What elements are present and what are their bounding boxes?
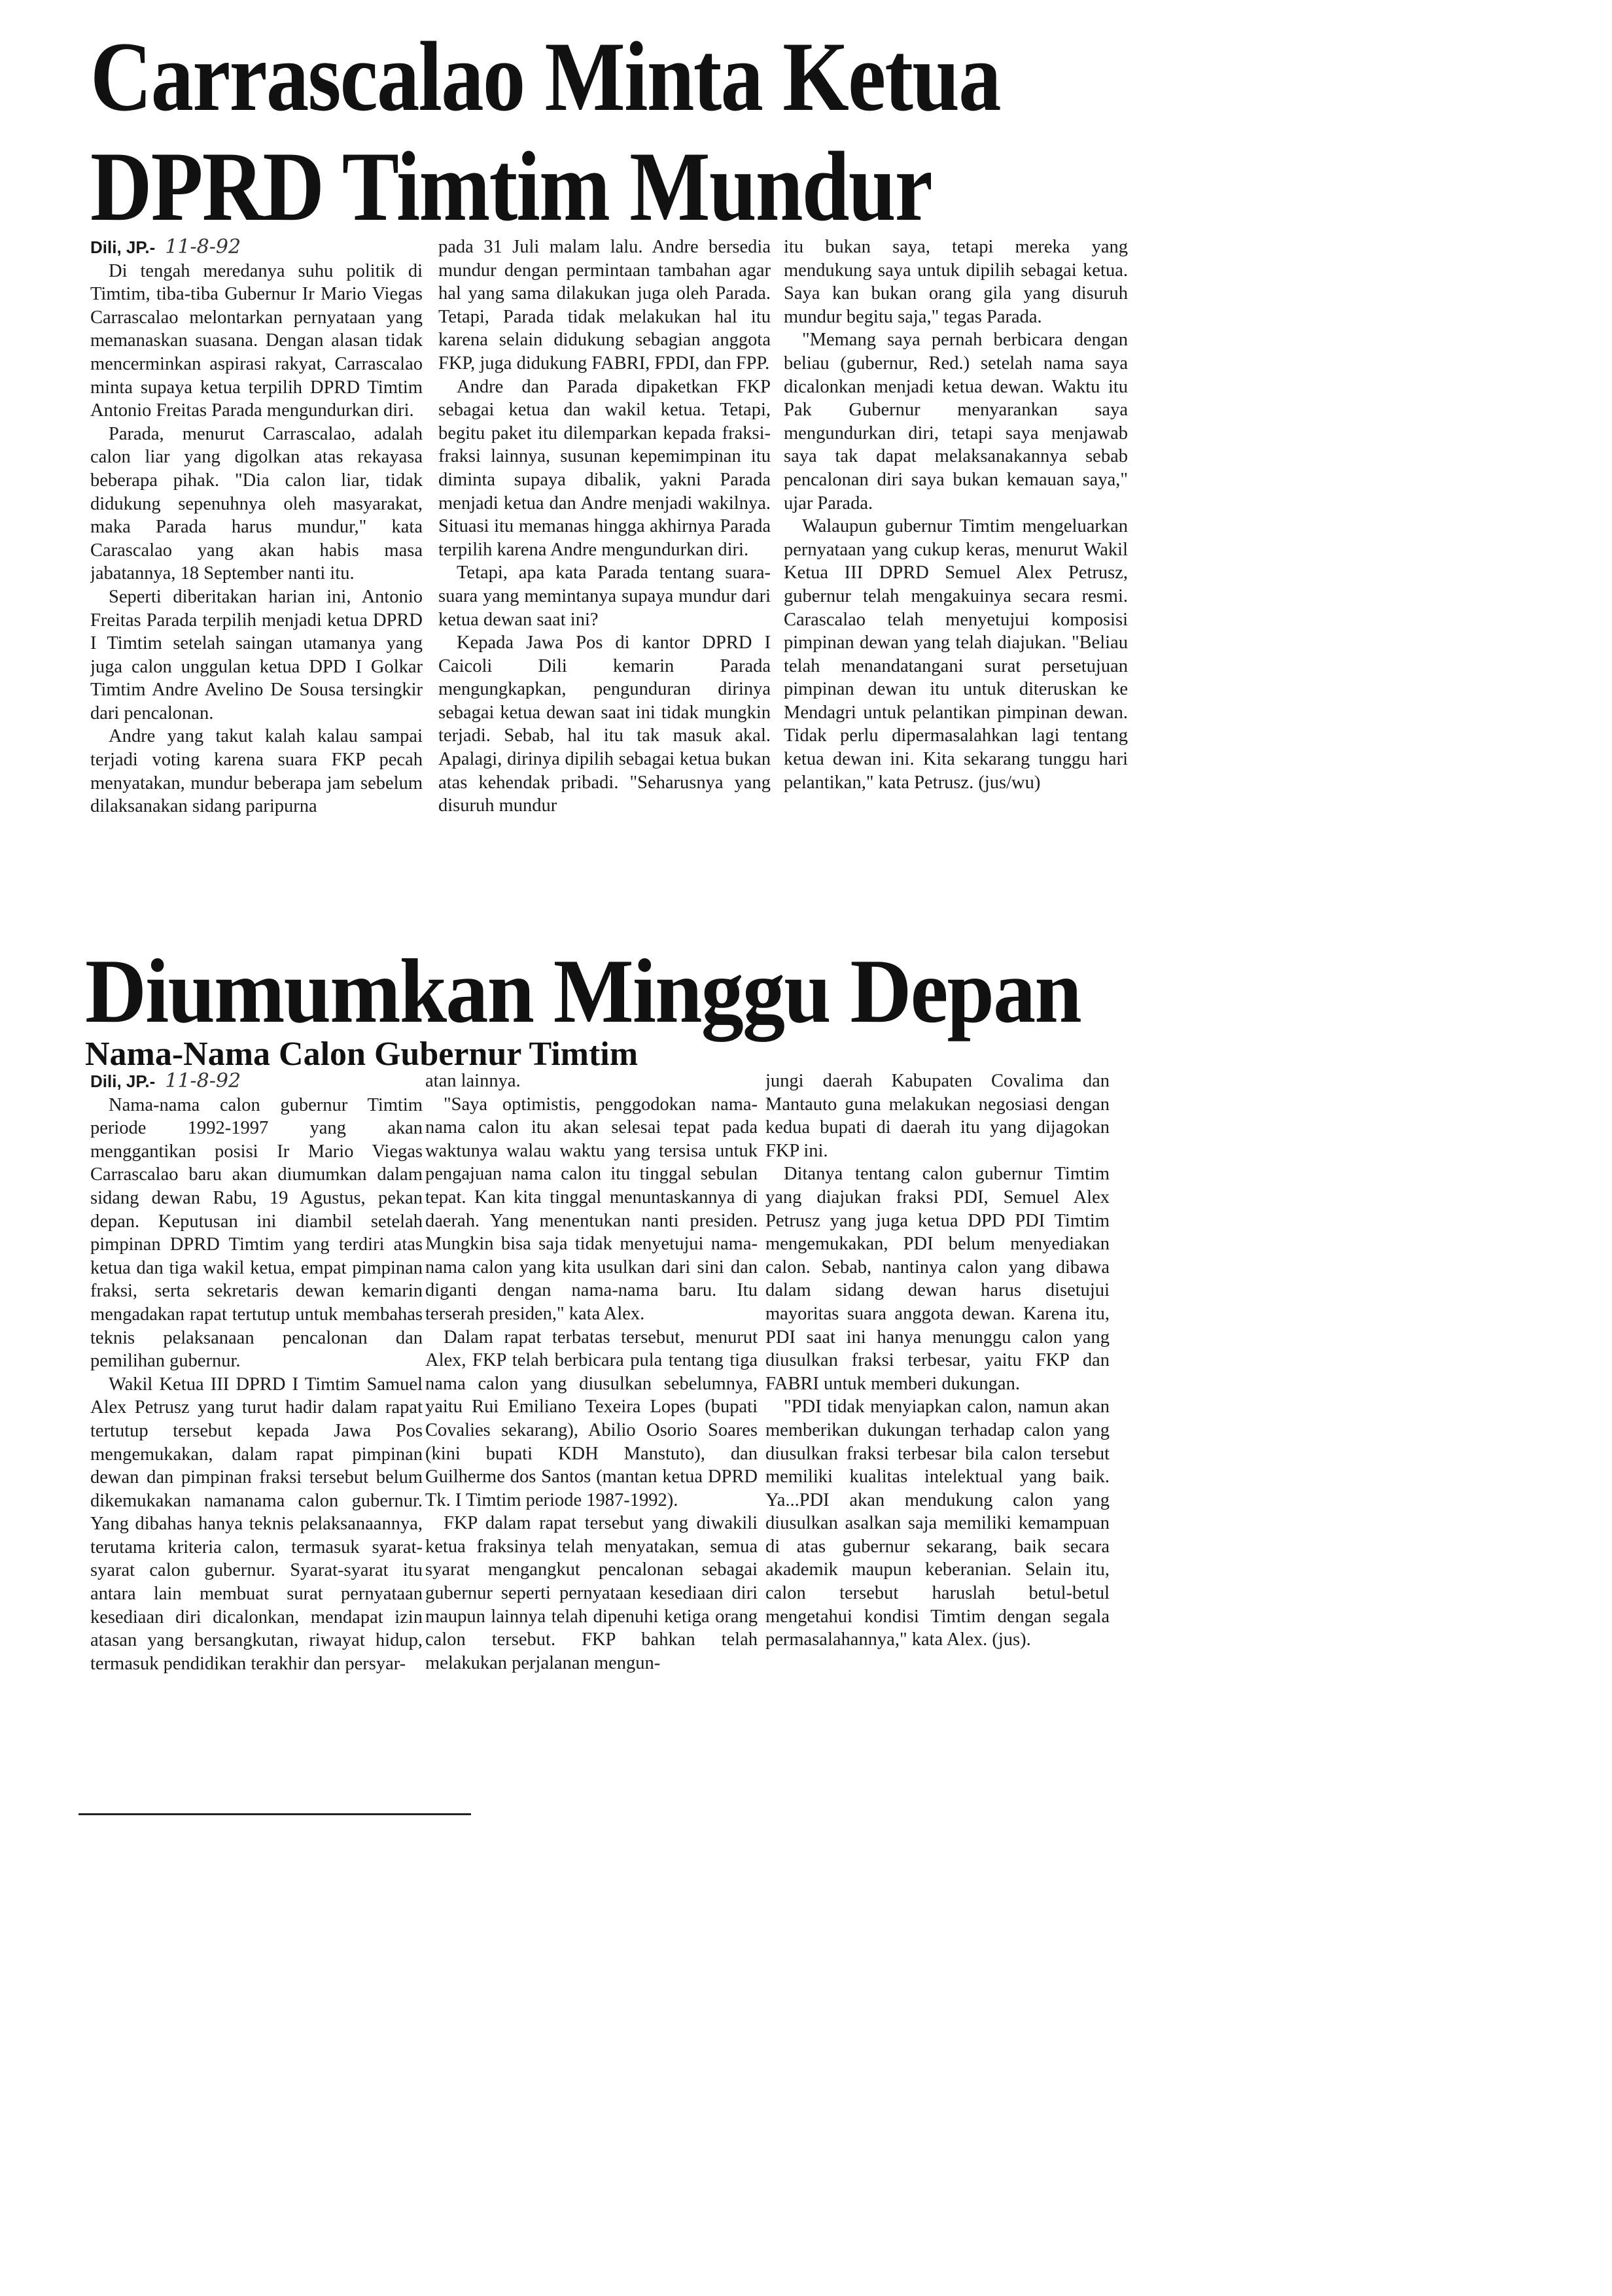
paragraph: "Memang saya pernah berbicara dengan beliau (gubernur, Red.) setelah nama saya dicalonkan menjadi ketua dewan. Waktu itu Pak Gubernur menyarankan saya mengundurkan diri, tetapi saya menjawab saya tak dapat melaksanakannya sebab pencalonan diri saya bukan kemauan saya," ujar Parada. bbox=[784, 330, 1128, 513]
paragraph: Kepada Jawa Pos di kantor DPRD I Caicoli Dili kemarin Parada mengungkapkan, pengunduran dirinya sebagai ketua dewan saat ini tidak mungkin terjadi. Sebab, hal itu tak masuk akal. Apalagi, dirinya dipilih sebagai ketua bukan atas kehendak pribadi. "Seharusnya yang disuruh mundur bbox=[438, 633, 771, 816]
article2-dateline: Dili, JP.- bbox=[90, 1071, 156, 1091]
paragraph: pada 31 Juli malam lalu. Andre bersedia mundur dengan permintaan tambahan agar hal yang sama dilakukan juga oleh Parada. Tetapi, Parada tidak melakukan hal itu karena selain didukung sebagian anggota FKP, juga didukung FABRI, FPDI, dan FPP. bbox=[438, 237, 771, 374]
article1-dateline-row bbox=[90, 235, 423, 260]
article1-dateline: Dili, JP.- bbox=[90, 237, 156, 257]
paragraph: "Saya optimistis, penggodokan nama-nama calon itu akan selesai tepat pada waktunya walau waktu yang tersisa untuk pengajuan nama calon itu tinggal sebulan tepat. Kan kita tinggal menuntaskannya di daerah. Yang menentukan nanti presiden. Mungkin bisa saja tidak menyetujui nama-nama calon yang kita usulkan dari sini dan diganti dengan nama-nama baru. Itu terserah presiden," kata Alex. bbox=[425, 1094, 758, 1324]
paragraph: Walaupun gubernur Timtim mengeluarkan pernyataan yang cukup keras, menurut Wakil Ketua III DPRD Semuel Alex Petrusz, gubernur telah mengakuinya secara resmi. Carascalao telah menyetujui komposisi pimpinan dewan yang telah diajukan. "Beliau telah menandatangani surat persetujuan pimpinan dewan itu untuk diteruskan ke Mendagri untuk pelantikan pimpinan dewan. Tidak perlu dipermasalahkan lagi tentang ketua dewan ini. Kita sekarang tunggu hari pelantikan," kata Petrusz. (jus/wu) bbox=[784, 516, 1128, 793]
paragraph: Nama-nama calon gubernur Timtim periode 1992-1997 yang akan menggantikan posisi Ir Mario Viegas Carrascalao baru akan diumumkan dalam sidang dewan Rabu, 19 Agustus, pekan depan. Keputusan ini diambil setelah pimpinan DPRD Timtim yang terdiri atas ketua dan tiga wakil ketua, empat pimpinan fraksi, serta sekretaris dewan kemarin mengadakan rapat tertutup untuk membahas teknis pelaksanaan pencalonan dan pemilihan gubernur. bbox=[90, 1094, 423, 1372]
article2-subheadline: Nama-Nama Calon Gubernur Timtim bbox=[85, 1035, 639, 1073]
paragraph: Ditanya tentang calon gubernur Timtim yang diajukan fraksi PDI, Semuel Alex Petrusz yang juga ketua DPD PDI Timtim mengemukakan, PDI belum menyediakan calon. Sebab, nantinya calon yang dibawa dalam sidang dewan harus disetujui mayoritas suara anggota dewan. Karena itu, PDI saat ini hanya menunggu calon yang diusulkan fraksi terbesar, yaitu FKP dan FABRI untuk memberi dukungan. bbox=[765, 1164, 1110, 1394]
article2-dateline-row bbox=[90, 1070, 423, 1094]
article2-column-1 bbox=[90, 1070, 423, 1809]
paragraph: Dalam rapat terbatas tersebut, menurut Alex, FKP telah berbicara pula tentang tiga nama calon yang diusulkan sebelumnya, yaitu Rui Emiliano Texeira Lopes (bupati Covalies sekarang), Abilio Osorio Soares (kini bupati KDH Manstuto), dan Guilherme dos Santos (mantan ketua DPRD Tk. I Timtim periode 1987-1992). bbox=[425, 1327, 758, 1510]
paragraph: Di tengah meredanya suhu politik di Timtim, tiba-tiba Gubernur Ir Mario Viegas Carrascalao melontarkan pernyataan yang memanaskan suasana. Dengan alasan tidak mencerminkan aspirasi rakyat, Carrascalao minta supaya ketua terpilih DPRD Timtim Antonio Freitas Parada mengundurkan diri. bbox=[90, 260, 423, 421]
article1-headline-line2: DPRD Timtim Mundur bbox=[90, 131, 932, 241]
article1-column-2 bbox=[438, 235, 771, 941]
paragraph: itu bukan saya, tetapi mereka yang mendukung saya untuk dipilih sebagai ketua. Saya kan bukan orang gila yang disuruh mundur begitu saja," tegas Parada. bbox=[784, 237, 1128, 327]
article1-handwritten-date: 11-8-92 bbox=[165, 235, 241, 258]
paragraph: Andre yang takut kalah kalau sampai terjadi voting karena suara FKP pecah menyatakan, mundur beberapa jam sebelum dilaksanakan sidang paripurna bbox=[90, 726, 423, 817]
article2-column-2 bbox=[425, 1070, 758, 1809]
article1-column-3 bbox=[784, 235, 1128, 941]
article1-column-1 bbox=[90, 235, 423, 941]
article2-handwritten-date: 11-8-92 bbox=[165, 1070, 241, 1092]
article2-column-3 bbox=[765, 1070, 1110, 1809]
paragraph: Andre dan Parada dipaketkan FKP sebagai ketua dan wakil ketua. Tetapi, begitu paket itu dilemparkan kepada fraksi-fraksi lainnya, susunan kepemimpinan itu diminta supaya dibalik, yakni Parada menjadi ketua dan Andre menjadi wakilnya. Situasi itu memanas hingga akhirnya Parada terpilih karena Andre mengundurkan diri. bbox=[438, 376, 771, 560]
paragraph: Seperti diberitakan harian ini, Antonio Freitas Parada terpilih menjadi ketua DPRD I Timtim setelah saingan utamanya yang juga calon unggulan ketua DPD I Golkar Timtim Andre Avelino De Sousa tersingkir dari pencalonan. bbox=[90, 586, 423, 723]
paragraph: "PDI tidak menyiapkan calon, namun akan memberikan dukungan terhadap calon yang diusulkan fraksi terbesar bila calon tersebut memiliki kualitas intelektual yang baik. Ya...PDI akan mendukung calon yang diusulkan asalkan saja memiliki kemampuan di atas gubernur sekarang, baik secara akademik maupun keberanian. Selain itu, calon tersebut haruslah betul-betul mengetahui kondisi Timtim dengan segala permasalahannya," kata Alex. (jus). bbox=[765, 1397, 1110, 1650]
paragraph: atan lainnya. bbox=[425, 1071, 521, 1091]
paragraph: Parada, menurut Carrascalao, adalah calon liar yang digolkan atas rekayasa beberapa pihak. "Dia calon liar, tidak didukung sepenuhnya oleh masyarakat, maka Parada harus mundur," kata Carascalao yang akan habis masa jabatannya, 18 September nanti itu. bbox=[90, 423, 423, 584]
paragraph: FKP dalam rapat tersebut yang diwakili ketua fraksinya telah menyatakan, semua syarat mengangkut pencalonan sebagai gubernur seperti pernyataan kesediaan diri maupun lainnya telah dipenuhi ketiga orang calon tersebut. FKP bahkan telah melakukan perjalanan mengun- bbox=[425, 1513, 758, 1673]
bottom-rule bbox=[79, 1813, 471, 1815]
paragraph: Wakil Ketua III DPRD I Timtim Samuel Alex Petrusz yang turut hadir dalam rapat tertutup tersebut kepada Jawa Pos mengemukakan, dalam rapat pimpinan dewan dan pimpinan fraksi tersebut belum dikemukakan namanama calon gubernur. Yang dibahas hanya teknis pelaksanaannya, terutama kriteria calon, termasuk syarat-syarat calon gubernur. Syarat-syarat itu antara lain membuat surat pernyataan kesediaan diri dicalonkan, mendapat izin atasan yang bersangkutan, riwayat hidup, termasuk pendidikan terakhir dan persyar- bbox=[90, 1374, 423, 1674]
paragraph: Tetapi, apa kata Parada tentang suara-suara yang memintanya supaya mundur dari ketua dewan saat ini? bbox=[438, 563, 771, 630]
article2-headline: Diumumkan Minggu Depan bbox=[85, 941, 1081, 1042]
paragraph: jungi daerah Kabupaten Covalima dan Mantauto guna melakukan negosiasi dengan kedua bupati di daerah itu yang dijagokan FKP ini. bbox=[765, 1071, 1110, 1161]
article1-headline-line1: Carrascalao Minta Ketua bbox=[90, 22, 1000, 131]
